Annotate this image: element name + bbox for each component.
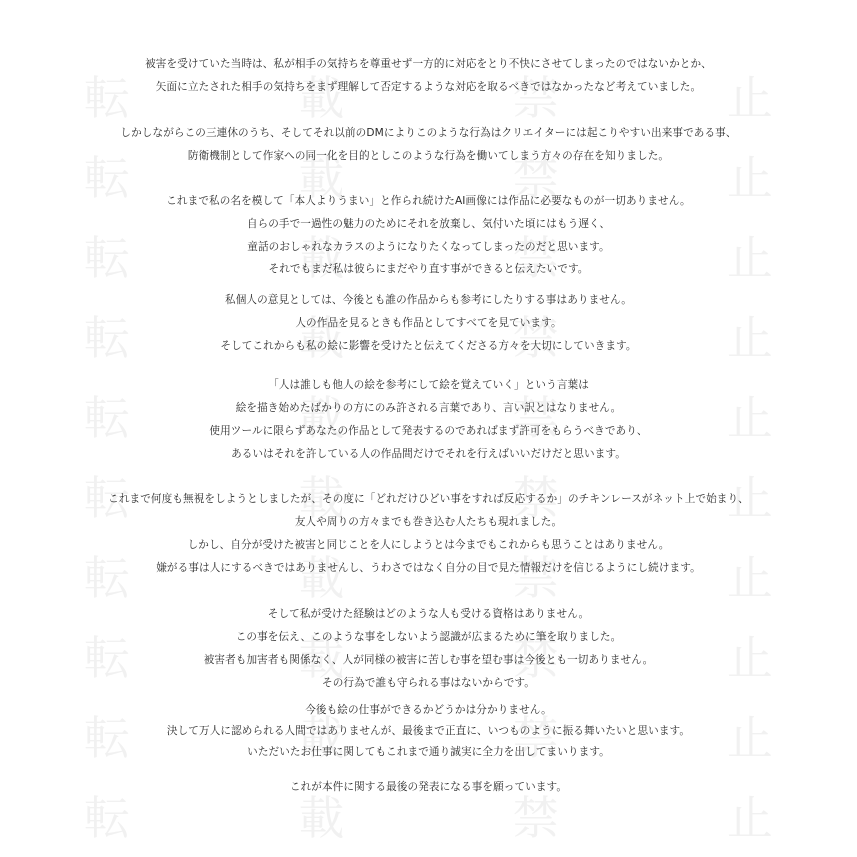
statement-line: 私個人の意見としては、今後とも誰の作品からも参考にしたりする事はありません。 xyxy=(225,294,632,306)
watermark-glyph: 止 xyxy=(726,311,773,365)
watermark-glyph: 禁 xyxy=(512,711,559,765)
statement-line: この事を伝え、このような事をしないよう認識が広まるために筆を取りました。 xyxy=(235,631,622,643)
watermark-glyph: 転 xyxy=(84,631,131,685)
statement-line: 童話のおしゃれなカラスのようになりたくなってしまったのだと思います。 xyxy=(247,241,610,253)
watermark-glyph: 転 xyxy=(84,471,131,525)
watermark-glyph: 禁 xyxy=(512,311,559,365)
statement-line: これまで私の名を模して「本人よりうまい」と作られ続けたAI画像には作品に必要なものが一切ありません。 xyxy=(166,195,691,207)
statement-line: 「人は誰しも他人の絵を参考にして絵を覚えていく」という言葉は xyxy=(268,379,589,391)
statement-line: 人の作品を見るときも作品としてすべてを見ています。 xyxy=(295,317,562,329)
watermark-glyph: 転 xyxy=(84,711,131,765)
watermark-glyph: 禁 xyxy=(512,791,559,845)
statement-line: そして私が受けた経験はどのような人も受ける資格はありません。 xyxy=(267,608,590,620)
watermark-glyph: 禁 xyxy=(512,391,559,445)
statement-line: 自らの手で一過性の魅力のためにそれを放棄し、気付いた頃にはもう遅く、 xyxy=(246,218,611,230)
statement-line: 友人や周りの方々までも巻き込む人たちも現れました。 xyxy=(294,516,563,528)
watermark-glyph: 禁 xyxy=(512,151,559,205)
statement-line: あるいはそれを許している人の作品間だけでそれを行えばいいだけだと思います。 xyxy=(231,448,626,460)
watermark-glyph: 転 xyxy=(84,551,131,605)
watermark-glyph: 止 xyxy=(726,551,773,605)
watermark-glyph: 載 xyxy=(298,311,345,365)
watermark-glyph: 載 xyxy=(298,711,345,765)
watermark-glyph: 禁 xyxy=(512,471,559,525)
watermark-glyph: 載 xyxy=(298,471,345,525)
watermark-glyph: 止 xyxy=(726,71,773,125)
watermark-glyph: 載 xyxy=(298,791,345,845)
statement-line: 矢面に立たされた相手の気持ちをまず理解して否定するような対応を取るべきではなかったなど考えていました。 xyxy=(155,81,702,93)
statement-line: 絵を描き始めたばかりの方にのみ許される言葉であり、言い訳とはなりません。 xyxy=(235,402,622,414)
watermark-glyph: 転 xyxy=(84,231,131,285)
statement-line: これまで何度も無視をしようとしましたが、その度に「どれだけひどい事をすれば反応するか」のチキンレースがネット上で始まり、 xyxy=(108,493,749,505)
watermark-glyph: 止 xyxy=(726,151,773,205)
statement-line: 決して万人に認められる人間ではありませんが、最後まで正直に、いつものように振る舞いたいと思います。 xyxy=(166,725,691,737)
statement-line: それでもまだ私は彼らにまだやり直す事ができると伝えたいです。 xyxy=(268,263,589,275)
watermark-glyph: 止 xyxy=(726,391,773,445)
statement-line: 被害を受けていた当時は、私が相手の気持ちを尊重せず一方的に対応をとり不快にさせてしまったのではないかとか、 xyxy=(145,58,712,70)
watermark-glyph: 止 xyxy=(726,631,773,685)
statement-line: しかしながらこの三連休のうち、そしてそれ以前のDMによりこのような行為はクリエイターには起こりやすい出来事である事、 xyxy=(120,127,737,139)
statement-line: 今後も絵の仕事ができるかどうかは分かりません。 xyxy=(305,704,552,716)
watermark-glyph: 止 xyxy=(726,231,773,285)
statement-line: これが本件に関する最後の発表になる事を願っています。 xyxy=(289,781,568,793)
watermark-glyph: 載 xyxy=(298,391,345,445)
watermark-glyph: 禁 xyxy=(512,231,559,285)
watermark-glyph: 禁 xyxy=(512,631,559,685)
statement-line: 被害者も加害者も関係なく、人が同様の被害に苦しむ事を望む事は今後とも一切ありません。 xyxy=(203,654,654,666)
statement-line: いただいたお仕事に関してもこれまで通り誠実に全力を出してまいります。 xyxy=(247,746,610,758)
watermark-glyph: 転 xyxy=(84,311,131,365)
watermark-glyph: 禁 xyxy=(512,551,559,605)
statement-line: そしてこれからも私の絵に影響を受けたと伝えてくださる方々を大切にしていきます。 xyxy=(220,340,637,352)
statement-line: しかし、自分が受けた被害と同じことを人にしようとは今までもこれからも思うことはありません。 xyxy=(187,539,670,551)
watermark-glyph: 転 xyxy=(84,71,131,125)
statement-line: その行為で誰も守られる事はないからです。 xyxy=(322,677,535,689)
watermark-glyph: 載 xyxy=(298,71,345,125)
watermark-glyph: 止 xyxy=(726,711,773,765)
watermark-glyph: 転 xyxy=(84,391,131,445)
watermark-glyph: 禁 xyxy=(512,71,559,125)
statement-line: 嫌がる事は人にするべきではありませんし、うわさではなく自分の目で見た情報だけを信じるようにし続けます。 xyxy=(156,562,701,574)
watermark-glyph: 載 xyxy=(298,551,345,605)
watermark-glyph: 止 xyxy=(726,791,773,845)
watermark-glyph: 載 xyxy=(298,631,345,685)
watermark-glyph: 載 xyxy=(298,231,345,285)
watermark-glyph: 転 xyxy=(84,151,131,205)
watermark-glyph: 止 xyxy=(726,471,773,525)
statement-line: 防衛機制として作家への同一化を目的としこのような行為を働いてしまう方々の存在を知りました。 xyxy=(187,150,670,162)
watermark-glyph: 載 xyxy=(298,151,345,205)
statement-line: 使用ツールに限らずあなたの作品として発表するのであればまず許可をもらうべきであり、 xyxy=(209,425,648,437)
watermark-glyph: 転 xyxy=(84,791,131,845)
